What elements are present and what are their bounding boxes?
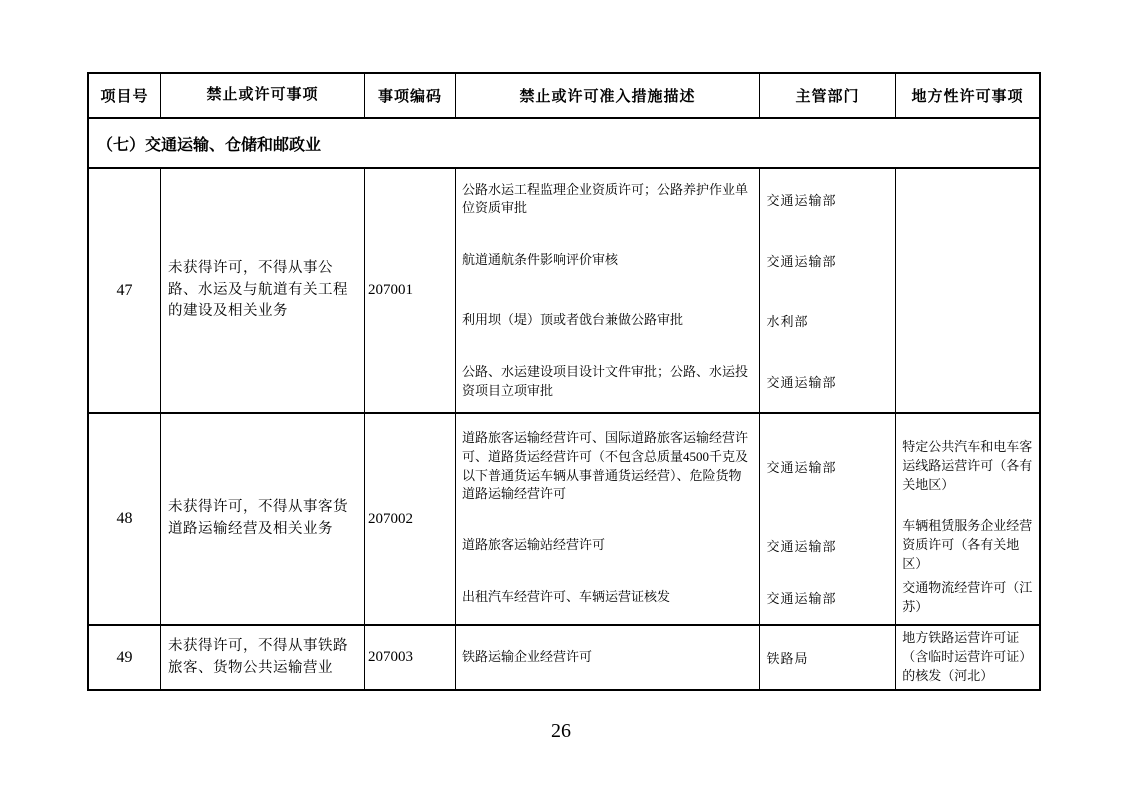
negative-list-table	[87, 72, 1041, 691]
row-48-project-no: 48	[116, 510, 133, 527]
measure-desc: 道路旅客运输站经营许可	[462, 536, 606, 552]
measure-dept: 交通运输部	[759, 351, 895, 412]
measure-local	[895, 351, 1039, 412]
header-department: 主管部门	[759, 74, 895, 117]
measure-local	[895, 169, 1039, 230]
row-49-item-code: 207003	[364, 626, 455, 689]
section-row	[89, 117, 1039, 167]
row-48-item-code: 207002	[364, 414, 455, 624]
page-number: 26	[551, 720, 571, 742]
header-measure-desc: 禁止或许可准入措施描述	[455, 74, 759, 117]
row-48-measures	[455, 414, 1039, 624]
measure-desc: 公路水运工程监理企业资质许可；公路养护作业单位资质审批	[462, 181, 749, 216]
header-project-no: 项目号	[100, 89, 149, 105]
measure-row	[456, 291, 1039, 352]
measure-desc: 公路、水运建设项目设计文件审批；公路、水运投资项目立项审批	[462, 363, 749, 398]
measure-dept: 交通运输部	[759, 519, 895, 572]
measure-dept: 铁路局	[759, 626, 895, 689]
row-47-item-code: 207001	[364, 169, 455, 412]
measure-row	[456, 351, 1039, 412]
header-prohibited-item: 禁止或许可事项	[160, 74, 364, 117]
measure-row	[456, 230, 1039, 291]
section-title: （七）交通运输、仓储和邮政业	[97, 136, 322, 154]
measure-desc: 道路旅客运输经营许可、国际道路旅客运输经营许可、道路货运经营许可（不包含总质量4500千克及以下普通货运车辆从事普通货运经营）、危险货物道路运输经营许可	[462, 429, 749, 502]
row-47-prohibited-item: 未获得许可，不得从事公路、水运及与航道有关工程的建设及相关业务	[160, 169, 364, 412]
row-47-project-no: 47	[116, 281, 133, 299]
row-49-prohibited-item: 未获得许可，不得从事铁路旅客、货物公共运输营业	[160, 626, 364, 689]
measure-desc: 航道通航条件影响评价审核	[462, 251, 619, 267]
row-47-measures	[455, 169, 1039, 412]
measure-desc: 利用坝（堤）顶或者戗台兼做公路审批	[462, 312, 684, 328]
measure-row	[456, 519, 1039, 572]
measure-dept: 交通运输部	[759, 572, 895, 625]
row-49-project-no: 49	[116, 648, 133, 666]
measure-row	[456, 414, 1039, 519]
row-49-measures	[455, 626, 1039, 689]
header-item-code: 事项编码	[364, 74, 455, 117]
row-48-prohibited-item: 未获得许可，不得从事客货道路运输经营及相关业务	[160, 414, 364, 624]
table-row	[89, 167, 1039, 412]
table-row	[89, 412, 1039, 624]
measure-dept: 水利部	[759, 291, 895, 352]
measure-desc: 出租汽车经营许可、车辆运营证核发	[462, 589, 671, 605]
table-header-row	[89, 74, 1039, 117]
measure-row	[456, 169, 1039, 230]
measure-local: 车辆租赁服务企业经营资质许可（各有关地区）	[895, 519, 1039, 572]
measure-local: 地方铁路运营许可证（含临时运营许可证）的核发（河北）	[895, 626, 1039, 689]
measure-dept: 交通运输部	[759, 230, 895, 291]
measure-local	[895, 291, 1039, 352]
measure-local: 交通物流经营许可（江苏）	[895, 572, 1039, 625]
measure-row	[456, 626, 1039, 689]
measure-local: 特定公共汽车和电车客运线路运营许可（各有关地区）	[895, 414, 1039, 519]
header-local-items: 地方性许可事项	[895, 74, 1039, 117]
measure-local	[895, 230, 1039, 291]
measure-desc: 铁路运输企业经营许可	[462, 649, 593, 665]
measure-dept: 交通运输部	[759, 169, 895, 230]
table-row	[89, 624, 1039, 689]
measure-dept: 交通运输部	[759, 414, 895, 519]
measure-row	[456, 572, 1039, 625]
